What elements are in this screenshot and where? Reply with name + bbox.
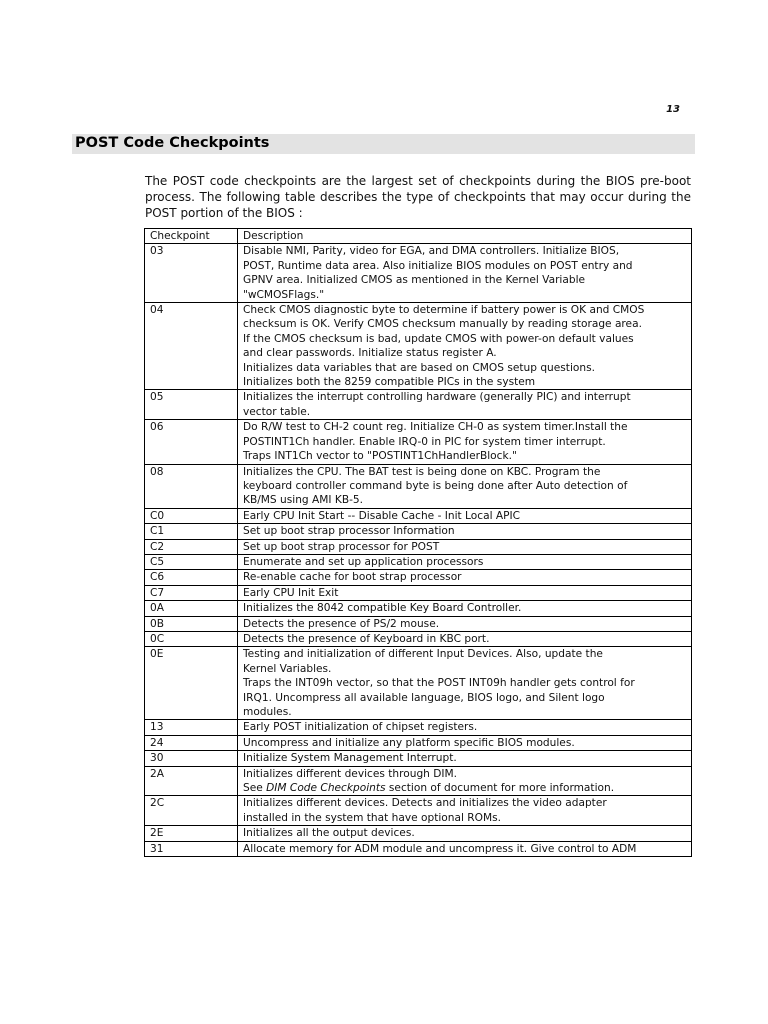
intro-paragraph: The POST code checkpoints are the largest set of checkpoints during the BIOS pre-boot process. The following table describes the type of checkpoints that may occur during the POST portion of the BIOS : — [145, 174, 691, 220]
checkpoint-code: C2 — [145, 539, 238, 554]
table-row — [145, 244, 692, 303]
checkpoint-code: 2C — [145, 796, 238, 826]
table-row — [145, 420, 692, 464]
checkpoint-description: Initializes all the output devices. — [238, 826, 692, 841]
table-row — [145, 826, 692, 841]
checkpoint-description: Disable NMI, Parity, video for EGA, and DMA controllers. Initialize BIOS, POST, Runtime data area. Also initialize BIOS modules on POST entry and GPNV area. Initialized CMOS as mentioned in the Kernel Variable "wCMOSFlags." — [238, 244, 692, 303]
table-row — [145, 508, 692, 523]
checkpoint-description: Initializes the 8042 compatible Key Board Controller. — [238, 601, 692, 616]
checkpoint-description: Set up boot strap processor for POST — [238, 539, 692, 554]
checkpoint-description: Initializes the CPU. The BAT test is being done on KBC. Program the keyboard controller command byte is being done after Auto detection of KB/MS using AMI KB-5. — [238, 464, 692, 508]
checkpoint-description: Re-enable cache for boot strap processor — [238, 570, 692, 585]
column-header-description: Description — [238, 229, 692, 244]
checkpoint-description: Enumerate and set up application processors — [238, 554, 692, 569]
table-row — [145, 570, 692, 585]
checkpoint-code: 04 — [145, 303, 238, 390]
table-row — [145, 735, 692, 750]
checkpoint-description: Early CPU Init Exit — [238, 585, 692, 600]
section-title: POST Code Checkpoints — [75, 135, 270, 151]
checkpoint-description: Initialize System Management Interrupt. — [238, 751, 692, 766]
checkpoint-description: Testing and initialization of different Input Devices. Also, update the Kernel Variables. Traps the INT09h vector, so that the POST INT09h handler gets control for IRQ1. Uncompress all available language, BIOS logo, and Silent logo modules. — [238, 647, 692, 720]
table-row — [145, 751, 692, 766]
section-reference: DIM Code Checkpoints — [266, 782, 386, 795]
checkpoint-code: C1 — [145, 524, 238, 539]
table-row — [145, 554, 692, 569]
checkpoint-code: 24 — [145, 735, 238, 750]
checkpoint-description: Allocate memory for ADM module and uncompress it. Give control to ADM — [238, 841, 692, 856]
checkpoint-code: 0C — [145, 631, 238, 646]
checkpoint-description: Set up boot strap processor Information — [238, 524, 692, 539]
checkpoint-description: Initializes different devices through DIM. See DIM Code Checkpoints section of document for more information. — [238, 766, 692, 796]
table-row — [145, 796, 692, 826]
table-row — [145, 303, 692, 390]
checkpoint-description: Uncompress and initialize any platform specific BIOS modules. — [238, 735, 692, 750]
table-row — [145, 601, 692, 616]
checkpoint-code: 06 — [145, 420, 238, 464]
checkpoint-code: 2E — [145, 826, 238, 841]
table-body — [145, 244, 692, 857]
table-row — [145, 539, 692, 554]
checkpoint-description: Early POST initialization of chipset registers. — [238, 720, 692, 735]
table-row — [145, 464, 692, 508]
table-row — [145, 766, 692, 796]
table-row — [145, 841, 692, 856]
column-header-checkpoint: Checkpoint — [145, 229, 238, 244]
checkpoint-description: Detects the presence of PS/2 mouse. — [238, 616, 692, 631]
checkpoint-code: 13 — [145, 720, 238, 735]
table-row — [145, 647, 692, 720]
checkpoint-code: C6 — [145, 570, 238, 585]
table-header-row — [145, 229, 692, 244]
table-row — [145, 390, 692, 420]
checkpoint-code: C5 — [145, 554, 238, 569]
page-number: 13 — [666, 104, 680, 115]
checkpoint-code: 08 — [145, 464, 238, 508]
checkpoint-table — [144, 228, 692, 857]
checkpoint-code: C7 — [145, 585, 238, 600]
checkpoint-code: 31 — [145, 841, 238, 856]
checkpoint-description: Initializes the interrupt controlling hardware (generally PIC) and interrupt vector table. — [238, 390, 692, 420]
table-row — [145, 616, 692, 631]
table-row — [145, 585, 692, 600]
section-heading-bar — [72, 134, 695, 154]
checkpoint-code: 03 — [145, 244, 238, 303]
checkpoint-code: C0 — [145, 508, 238, 523]
checkpoint-description: Initializes different devices. Detects and initializes the video adapter installed in the system that have optional ROMs. — [238, 796, 692, 826]
checkpoint-code: 05 — [145, 390, 238, 420]
checkpoint-description: Detects the presence of Keyboard in KBC port. — [238, 631, 692, 646]
table-row — [145, 631, 692, 646]
checkpoint-code: 30 — [145, 751, 238, 766]
checkpoint-description: Check CMOS diagnostic byte to determine if battery power is OK and CMOS checksum is OK. Verify CMOS checksum manually by reading storage area. If the CMOS checksum is bad, update CMOS with power-on default values and clear passwords. Initialize status register A. Initializes data variables that are based on CMOS setup questions. Initializes both the 8259 compatible PICs in the system — [238, 303, 692, 390]
checkpoint-description: Do R/W test to CH-2 count reg. Initialize CH-0 as system timer.Install the POSTINT1Ch handler. Enable IRQ-0 in PIC for system timer interrupt. Traps INT1Ch vector to "POSTINT1ChHandlerBlock." — [238, 420, 692, 464]
checkpoint-description: Early CPU Init Start -- Disable Cache - Init Local APIC — [238, 508, 692, 523]
checkpoint-code: 0E — [145, 647, 238, 720]
table-row — [145, 720, 692, 735]
checkpoint-code: 0A — [145, 601, 238, 616]
checkpoint-code: 0B — [145, 616, 238, 631]
table-row — [145, 524, 692, 539]
checkpoint-code: 2A — [145, 766, 238, 796]
